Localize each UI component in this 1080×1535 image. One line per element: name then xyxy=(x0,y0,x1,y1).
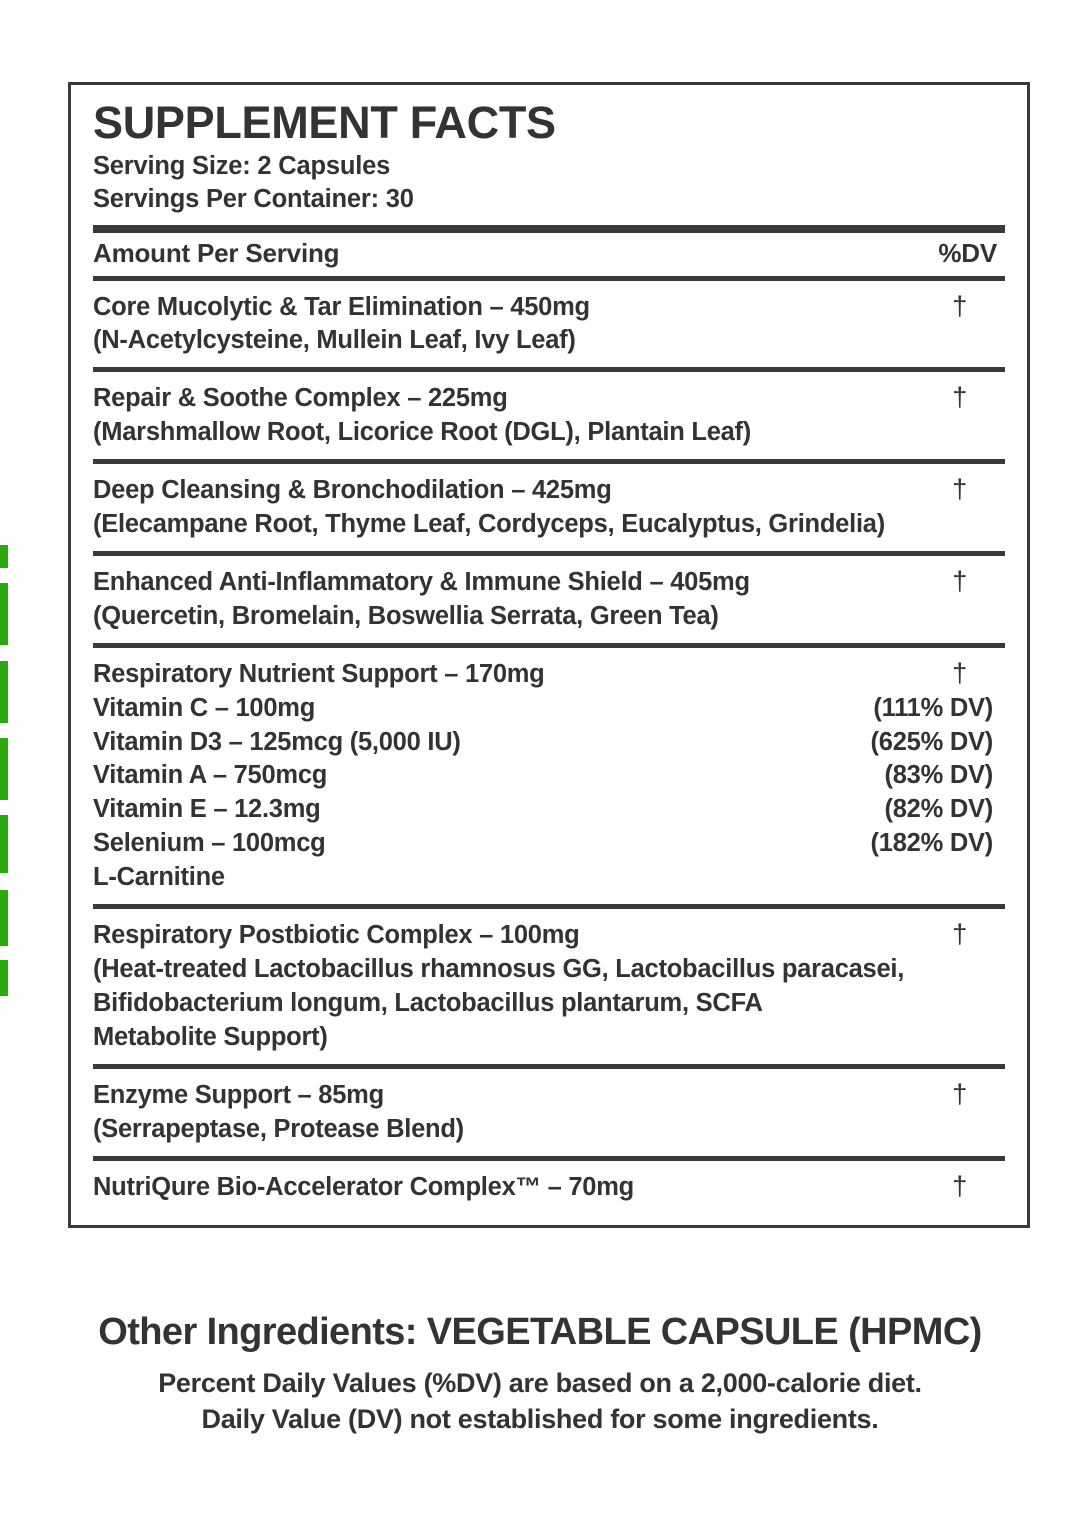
ingredient-row xyxy=(93,987,1005,1021)
ingredient-label: Vitamin A – 750mcg xyxy=(93,761,328,790)
ingredient-row xyxy=(93,1021,1005,1055)
ingredient-row xyxy=(93,416,1005,450)
ingredient-row xyxy=(93,1077,1005,1113)
other-ingredients: Other Ingredients: VEGETABLE CAPSULE (HPMC) xyxy=(98,1311,982,1353)
edge-mark xyxy=(0,583,8,645)
ingredient-label: (Heat-treated Lactobacillus rhamnosus GG, Lactobacillus paracasei, xyxy=(93,955,905,983)
ingredient-row xyxy=(93,380,1005,416)
ingredient-label: NutriQure Bio-Accelerator Complex™ – 70mg xyxy=(93,1172,634,1201)
ingredient-label: Core Mucolytic & Tar Elimination – 450mg xyxy=(93,292,590,321)
ingredient-row xyxy=(93,1169,1005,1205)
ingredient-label: Repair & Soothe Complex – 225mg xyxy=(93,384,508,413)
edge-mark xyxy=(0,815,8,873)
ingredient-row xyxy=(93,472,1005,508)
ingredient-label: Enhanced Anti-Inflammatory & Immune Shield – 405mg xyxy=(93,567,750,596)
servings-per-container: Servings Per Container: 30 xyxy=(93,184,414,213)
dv-value: (83% DV) xyxy=(884,761,993,790)
dagger-mark: † xyxy=(952,1078,967,1109)
dagger-mark: † xyxy=(952,657,967,688)
dagger-mark: † xyxy=(952,474,967,505)
dagger-mark: † xyxy=(952,919,967,950)
edge-mark xyxy=(0,545,8,568)
ingredient-block xyxy=(93,1069,1005,1156)
ingredient-row xyxy=(93,726,1005,760)
ingredient-block xyxy=(93,372,1005,459)
ingredient-label: Vitamin E – 12.3mg xyxy=(93,795,321,824)
ingredient-row xyxy=(93,656,1005,692)
dv-value: (182% DV) xyxy=(870,829,993,858)
ingredient-label: (Elecampane Root, Thyme Leaf, Cordyceps, Eucalyptus, Grindelia) xyxy=(93,510,885,539)
ingredient-row xyxy=(93,289,1005,325)
dv-value: (82% DV) xyxy=(884,795,993,824)
dagger-mark: † xyxy=(952,565,967,596)
edge-mark xyxy=(0,890,8,946)
ingredient-blocks xyxy=(93,281,1005,1214)
dagger-mark: † xyxy=(952,382,967,413)
serving-size: Serving Size: 2 Capsules xyxy=(93,152,391,181)
ingredient-block xyxy=(93,281,1005,368)
column-headers xyxy=(93,233,1005,276)
ingredient-row xyxy=(93,793,1005,827)
dv-value: (111% DV) xyxy=(873,693,993,722)
ingredient-block xyxy=(93,1161,1005,1214)
dv-note-line-1: Percent Daily Values (%DV) are based on a 2,000-calorie diet. xyxy=(158,1367,922,1398)
ingredient-block xyxy=(93,464,1005,551)
ingredient-row xyxy=(93,1113,1005,1147)
ingredient-block xyxy=(93,556,1005,643)
ingredient-row xyxy=(93,759,1005,793)
ingredient-label: Metabolite Support) xyxy=(93,1022,328,1051)
supplement-facts-panel xyxy=(68,82,1030,1228)
ingredient-label: Respiratory Nutrient Support – 170mg xyxy=(93,659,545,688)
ingredient-row xyxy=(93,692,1005,726)
dv-note-line-2: Daily Value (DV) not established for some ingredients. xyxy=(201,1403,879,1434)
ingredient-label: Vitamin D3 – 125mcg (5,000 IU) xyxy=(93,727,461,756)
ingredient-label: Enzyme Support – 85mg xyxy=(93,1080,384,1109)
ingredient-label: Deep Cleansing & Bronchodilation – 425mg xyxy=(93,476,612,505)
page-title: SUPPLEMENT FACTS xyxy=(93,97,556,148)
ingredient-row xyxy=(93,508,1005,542)
ingredient-label: L-Carnitine xyxy=(93,863,225,892)
amount-per-serving-header: Amount Per Serving xyxy=(93,237,340,268)
dv-value: (625% DV) xyxy=(870,727,993,756)
ingredient-label: (N-Acetylcysteine, Mullein Leaf, Ivy Leaf) xyxy=(93,326,576,355)
dv-header: %DV xyxy=(938,237,997,268)
edge-mark xyxy=(0,738,8,800)
ingredient-row xyxy=(93,861,1005,895)
ingredient-label: (Serrapeptase, Protease Blend) xyxy=(93,1114,464,1143)
ingredient-row xyxy=(93,827,1005,861)
ingredient-block xyxy=(93,648,1005,904)
ingredient-row xyxy=(93,953,1005,987)
ingredient-label: Vitamin C – 100mg xyxy=(93,693,316,722)
ingredient-label: Respiratory Postbiotic Complex – 100mg xyxy=(93,921,580,950)
dagger-mark: † xyxy=(952,290,967,321)
ingredient-label: Bifidobacterium longum, Lactobacillus plantarum, SCFA xyxy=(93,988,763,1017)
ingredient-label: (Marshmallow Root, Licorice Root (DGL), Plantain Leaf) xyxy=(93,418,752,447)
edge-mark xyxy=(0,661,8,723)
edge-marks-strip xyxy=(0,0,14,1535)
edge-mark xyxy=(0,960,8,996)
ingredient-row xyxy=(93,564,1005,600)
dagger-mark: † xyxy=(952,1170,967,1201)
ingredient-label: Selenium – 100mcg xyxy=(93,829,326,858)
rule-thick-top xyxy=(93,225,1005,233)
ingredient-row xyxy=(93,917,1005,953)
ingredient-label: (Quercetin, Bromelain, Boswellia Serrata, Green Tea) xyxy=(93,601,719,630)
footer xyxy=(0,1310,1080,1437)
ingredient-block xyxy=(93,909,1005,1064)
ingredient-row xyxy=(93,324,1005,358)
ingredient-row xyxy=(93,600,1005,634)
